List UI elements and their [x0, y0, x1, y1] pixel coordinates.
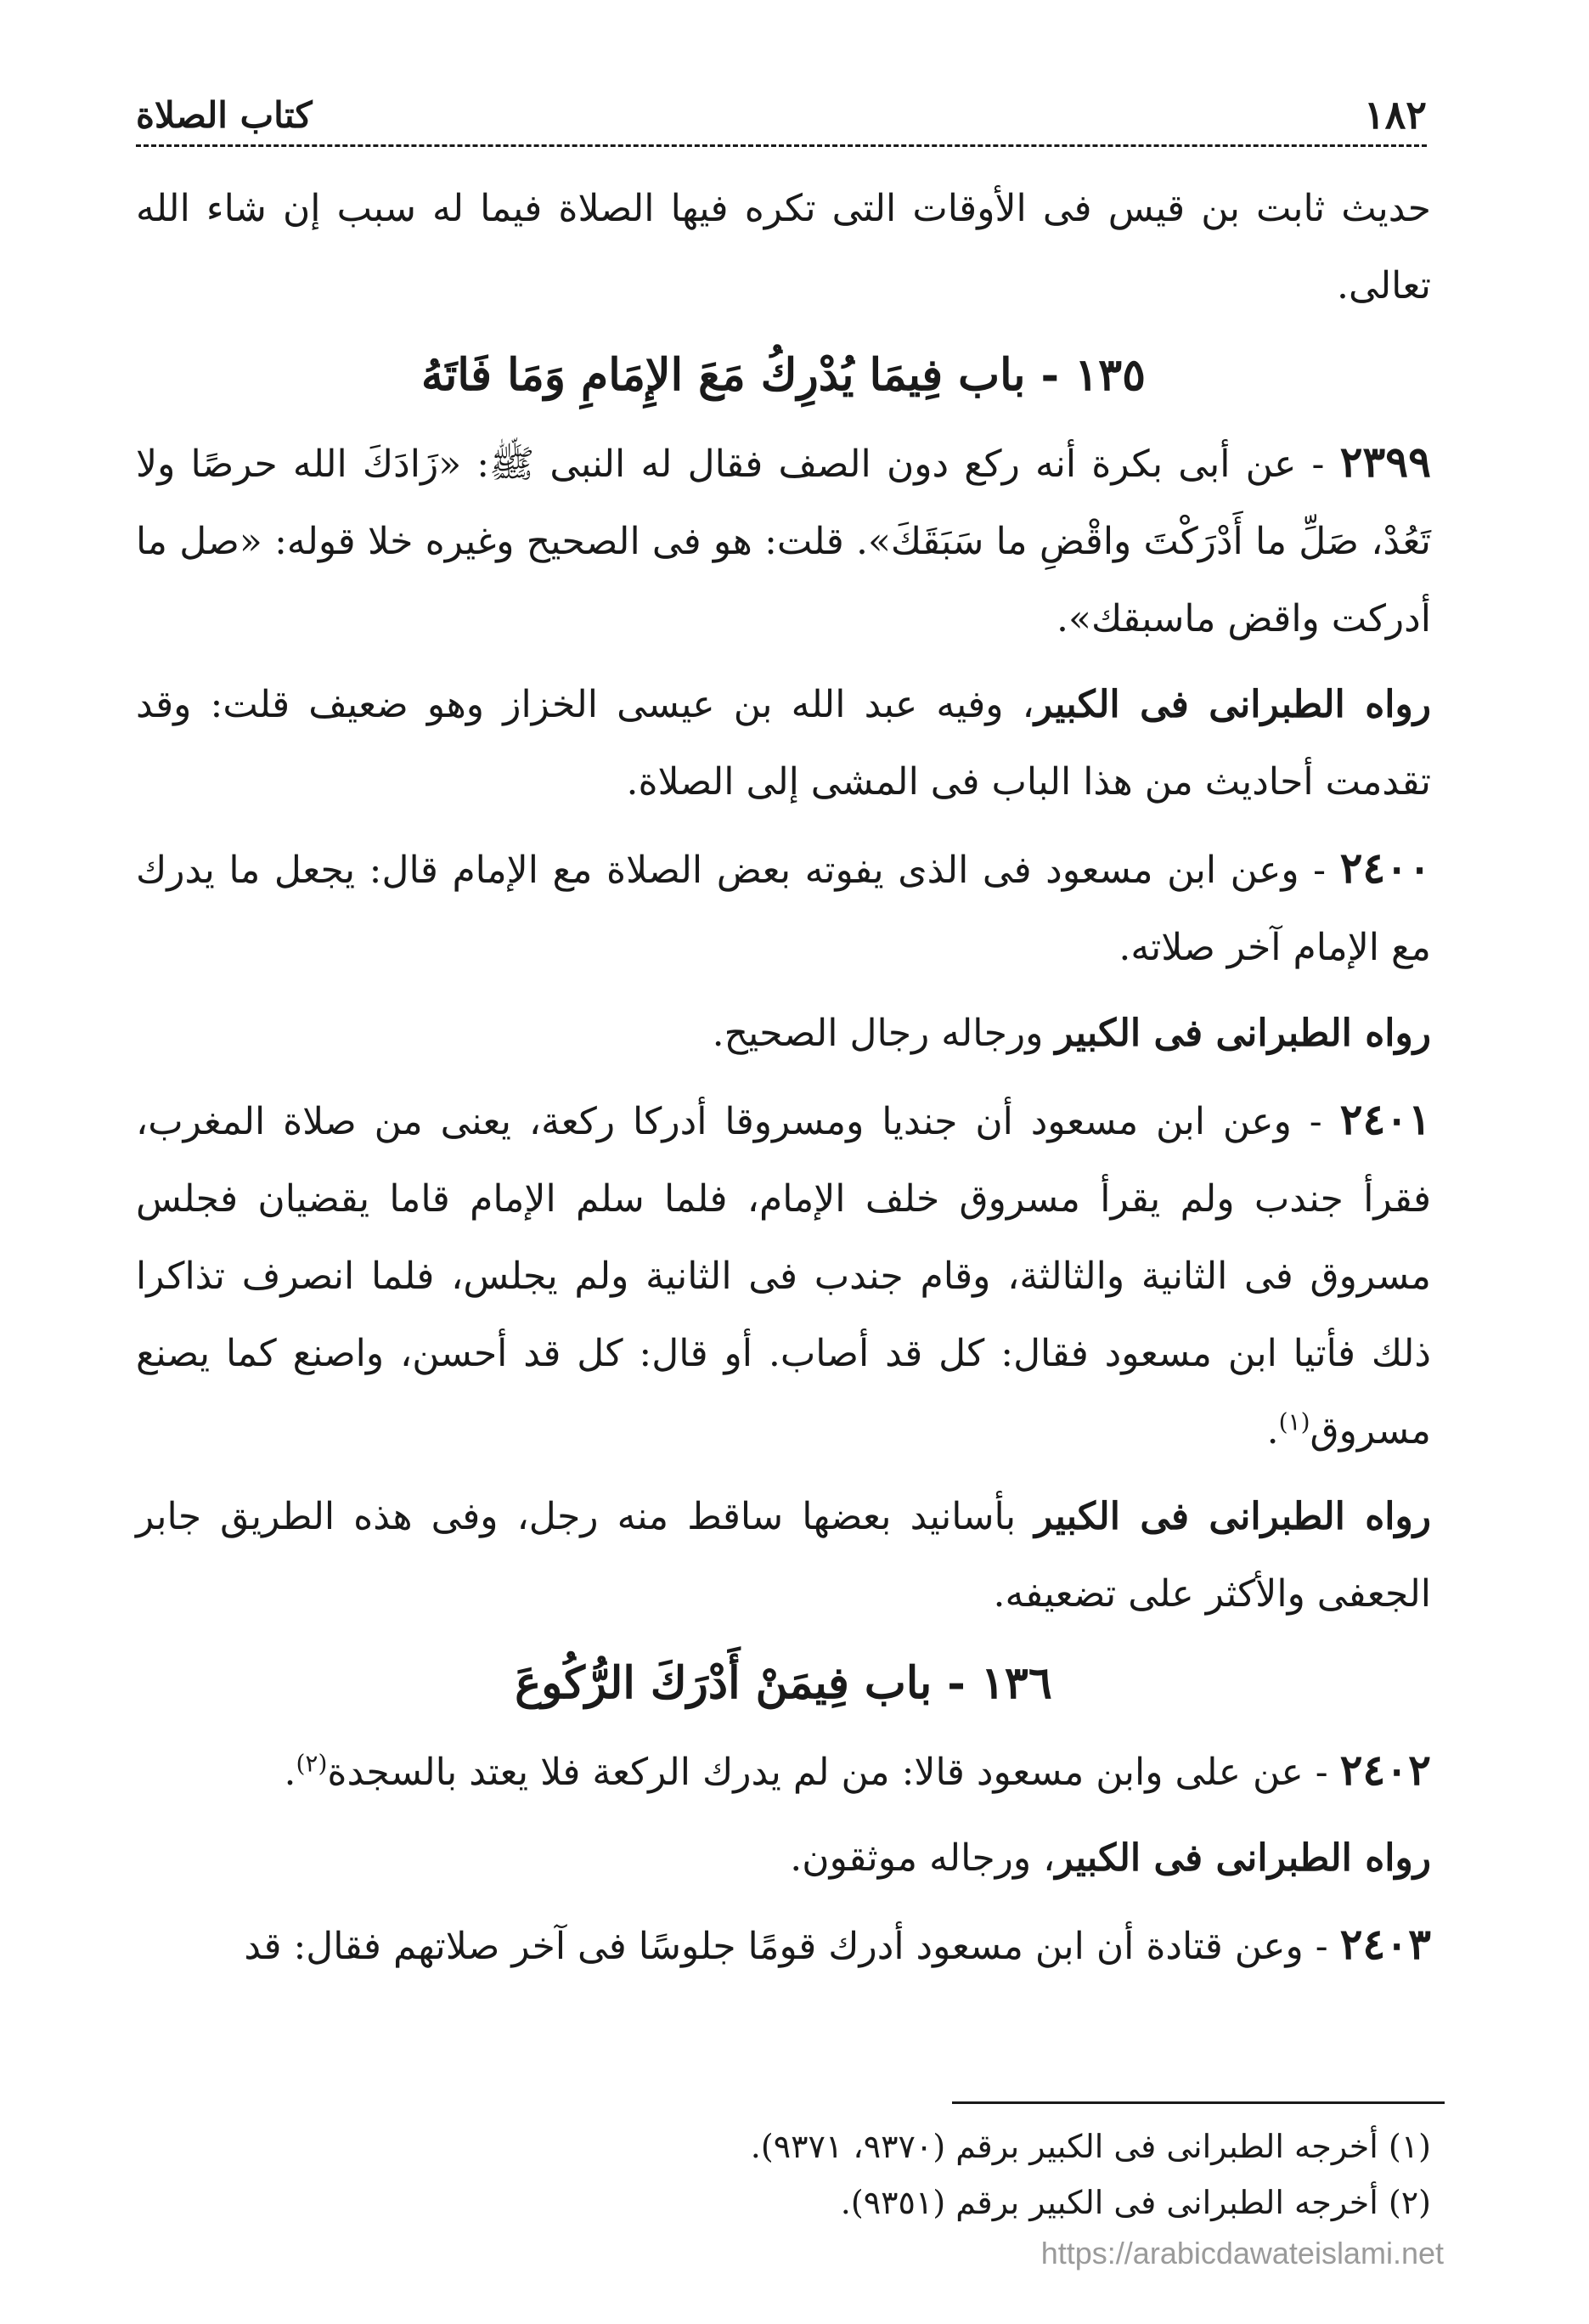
hadith-number: ٢٤٠٠: [1339, 843, 1431, 893]
hadith-2403: [136, 1905, 1431, 1985]
hadith-2400: [136, 829, 1431, 986]
source-label: رواه الطبرانى فى الكبير: [1055, 1836, 1431, 1880]
hadith-end: .: [284, 1751, 296, 1794]
hadith-text: - عن أبى بكرة أنه ركع دون الصف فقال له النبى ﷺ: «زَادَكَ الله حرصًا ولا تَعُدْ، صَلِّ ما أَدْرَكْتَ واقْضِ ما سَبَقَكَ». قلت: هو فى الصحيح وغيره خلا قوله: «صل ما أدركت واقض ماسبقك».: [136, 443, 1431, 640]
page-header: [136, 85, 1427, 147]
hadith-2402: [136, 1731, 1431, 1811]
footnote-divider: [952, 2101, 1445, 2104]
hadith-2399: [136, 423, 1431, 657]
hadith-number: ٢٤٠٢: [1339, 1745, 1431, 1795]
chapter-135-title: ١٣٥ - باب فِيمَا يُدْرِكُ مَعَ الإِمَامِ وَمَا فَاتَهُ: [420, 349, 1147, 401]
hadith-2401: [136, 1080, 1431, 1469]
source-note-2402: [136, 1819, 1431, 1897]
source-note-2401: [136, 1478, 1431, 1633]
intro-paragraph: حديث ثابت بن قيس فى الأوقات التى تكره فيها الصلاة فيما له سبب إن شاء الله تعالى.: [136, 187, 1431, 307]
book-title: كتاب الصلاة: [136, 94, 330, 136]
watermark-url: https://arabicdawateislami.net: [1040, 2236, 1444, 2270]
page-number: ١٨٢: [1347, 92, 1427, 138]
source-label: رواه الطبرانى فى الكبير: [1034, 1495, 1431, 1538]
source-comment: ، وفيه عبد الله بن عيسى الخزاز وهو ضعيف قلت: وقد تقدمت أحاديث من هذا الباب فى المشى إلى الصلاة.: [136, 683, 1431, 804]
hadith-text: - وعن ابن مسعود فى الذى يفوته بعض الصلاة مع الإمام قال: يجعل ما يدرك مع الإمام آخر صلاته.: [136, 849, 1431, 969]
source-comment: ورجاله رجال الصحيح.: [712, 1012, 1056, 1055]
source-comment: ، ورجاله موثقون.: [790, 1836, 1056, 1880]
source-label: رواه الطبرانى فى الكبير: [1055, 1012, 1431, 1055]
hadith-text: - وعن قتادة أن ابن مسعود أدرك قومًا جلوسًا فى آخر صلاتهم فقال: قد: [244, 1925, 1328, 1968]
chapter-136-title: ١٣٦ - باب فِيمَنْ أَدْرَكَ الرُّكُوعَ: [515, 1657, 1052, 1709]
footnote-ref: (٢): [296, 1749, 328, 1778]
hadith-number: ٢٤٠١: [1339, 1094, 1432, 1144]
hadith-number: ٢٤٠٣: [1339, 1919, 1431, 1969]
page-body: [136, 170, 1431, 1994]
footnote-1: (١) أخرجه الطبرانى فى الكبير برقم (٩٣٧٠، ٩٣٧١).: [750, 2128, 1431, 2165]
source-label: رواه الطبرانى فى الكبير: [1034, 683, 1431, 726]
hadith-end: .: [1266, 1409, 1279, 1452]
source-note-2399: [136, 666, 1431, 821]
hadith-text: - وعن ابن مسعود أن جنديا ومسروقا أدركا ركعة، يعنى من صلاة المغرب، فقرأ جندب ولم يقرأ مسروق خلف الإمام، فلما سلم الإمام قاما يقضيان فجلس مسروق فى الثانية والثالثة، وقام جندب فى الثانية ولم يجلس، فلما انصرف تذاكرا ذلك فأتيا ابن مسعود فقال: كل قد أصاب. أو قال: كل قد أحسن، واصنع كما يصنع مسروق: [136, 1100, 1431, 1452]
source-comment: بأسانيد بعضها ساقط منه رجل، وفى هذه الطريق جابر الجعفى والأكثر على تضعيفه.: [136, 1495, 1431, 1616]
footnote-ref: (١): [1278, 1407, 1310, 1436]
footnotes: [136, 2118, 1431, 2231]
hadith-text: - عن على وابن مسعود قالا: من لم يدرك الركعة فلا يعتد بالسجدة: [327, 1751, 1328, 1794]
hadith-number: ٢٣٩٩: [1339, 437, 1431, 487]
source-note-2400: [136, 995, 1431, 1072]
footnote-2: (٢) أخرجه الطبرانى فى الكبير برقم (٩٣٥١).: [840, 2184, 1431, 2221]
